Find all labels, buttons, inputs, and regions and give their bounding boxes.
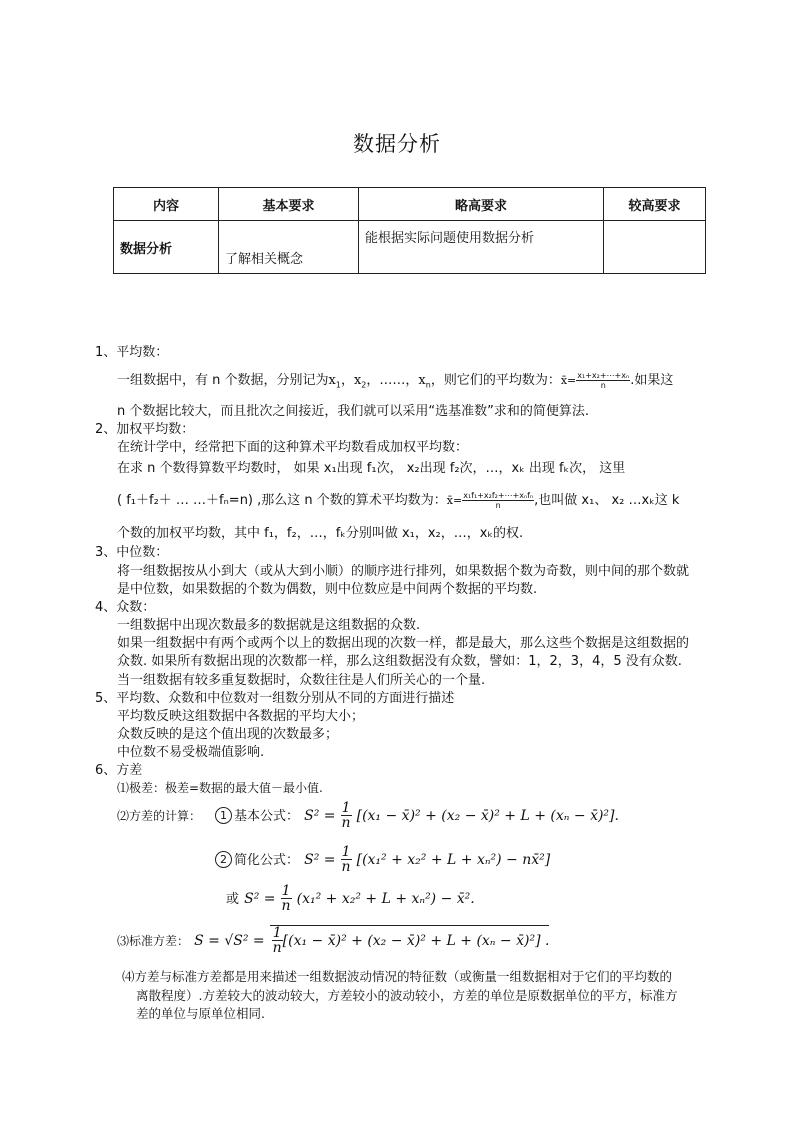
frac-n: n	[281, 898, 291, 914]
frac-one: 1	[341, 844, 351, 860]
std-formula-rhs: [(x₁ − x̄)² + (x₂ − x̄)² + L + (xₙ − x̄)²] .	[282, 933, 550, 949]
section-4-line-2: 如果一组数据中有两个或两个以上的数据出现的次数一样，都是最大，那么这些个数据是这组数据的	[117, 636, 690, 651]
simplified-formula-rhs: [(x₁² + x₂² + L + xₙ²) − nx̄²]	[356, 852, 551, 868]
s2-text-a: ( f₁＋f₂＋ … …＋fₙ=n) ,那么这 n 个数的算术平均数为：	[117, 493, 447, 508]
s1-dots: ，……，	[366, 373, 419, 388]
frac-n: n	[272, 940, 282, 956]
s1-subn: n	[425, 380, 431, 390]
frac-one: 1	[341, 800, 351, 816]
circled-number-2: 2	[215, 851, 232, 868]
basic-formula-row	[215, 801, 619, 830]
header-advanced: 略高要求	[359, 188, 604, 221]
section-2-line-1: 在统计学中，经常把下面的这种算术平均数看成加权平均数：	[117, 440, 469, 455]
section-3-heading: 3、中位数：	[95, 545, 169, 560]
header-content: 内容	[114, 188, 219, 221]
s2-frac-den: n	[495, 501, 501, 510]
or-label: 或	[226, 892, 240, 907]
s1-frac-den: n	[600, 381, 606, 390]
alt-formula-lhs: S² =	[244, 891, 276, 907]
s1-x1: x	[328, 373, 336, 388]
s2-xbar: x̄=	[446, 494, 463, 507]
s1-text-a: 一组数据中，有 n 个数据，分别记为	[117, 373, 329, 388]
section-2-heading: 2、加权平均数：	[95, 422, 195, 437]
std-formula-fraction	[272, 926, 283, 955]
requirements-table	[113, 187, 706, 274]
std-formula-lhs: S = √S² =	[194, 933, 265, 949]
cell-higher	[604, 221, 706, 274]
simplified-formula-fraction	[341, 845, 352, 874]
s2-weighted-fraction	[462, 491, 534, 510]
section-4-line-4: 当一组数据有较多重复数据时，众数往往是人们所关心的一个量.	[117, 673, 486, 688]
header-basic: 基本要求	[219, 188, 359, 221]
variance-note-line-1: ⑷方差与标准方差都是用来描述一组数据波动情况的特征数（或衡量一组数据相对于它们的平均数的	[122, 969, 673, 984]
section-2-line-2: 在求 n 个数得算数平均数时， 如果 x₁出现 f₁次， x₂出现 f₂次，…，xₖ 出现 fₖ次， 这里	[117, 461, 626, 476]
s1-text-b: ，则它们的平均数为：	[430, 373, 561, 388]
s1-sub2: 2	[361, 380, 367, 390]
section-3-line-2: 是中位数，如果数据的个数为偶数，则中位数应是中间两个数据的平均数.	[117, 582, 538, 597]
section-5-line-1: 平均数反映这组数据中各数据的平均大小；	[117, 709, 365, 724]
frac-one: 1	[281, 883, 291, 899]
page-title: 数据分析	[353, 132, 441, 156]
section-3-line-1: 将一组数据按从小到大（或从大到小顺）的顺序进行排列，如果数据个数为奇数，则中间的那个数就	[117, 564, 690, 579]
std-deviation-row	[117, 925, 549, 955]
basic-formula-lhs: S² =	[304, 808, 336, 824]
circled-number-1: 1	[215, 807, 232, 824]
table-header-row	[114, 188, 706, 221]
basic-formula-fraction	[341, 801, 352, 830]
alt-formula-fraction	[281, 884, 292, 913]
alt-formula-row	[226, 884, 475, 913]
section-6-heading: 6、方差	[95, 763, 143, 778]
std-deviation-label: ⑶标准方差：	[117, 934, 190, 948]
section-2-line-4: 个数的加权平均数，其中 f₁，f₂，…，fₖ分别叫做 x₁，x₂，…，xₖ的权.	[117, 526, 524, 541]
range-definition: ⑴极差：极差=数据的最大值－最小值.	[117, 781, 323, 795]
variance-note-line-3: 差的单位与原单位相同.	[136, 1006, 265, 1021]
section-4-line-1: 一组数据中出现次数最多的数据就是这组数据的众数.	[117, 618, 421, 633]
s1-sub1: 1	[335, 380, 341, 390]
simplified-formula-row	[215, 845, 550, 874]
basic-formula-rhs: [(x₁ − x̄)² + (x₂ − x̄)² + L + (xₙ − x̄)²].	[356, 808, 619, 824]
frac-n: n	[341, 815, 351, 831]
s1-mean-fraction	[576, 371, 630, 390]
s2-frac-num: x₁f₁+x₂f₂+⋯+xₙfₙ	[463, 491, 534, 500]
alt-formula-rhs: (x₁² + x₂² + L + xₙ²) − x̄².	[296, 891, 475, 907]
cell-content: 数据分析	[114, 221, 219, 274]
frac-n: n	[341, 859, 351, 875]
section-1-heading: 1、平均数：	[95, 345, 169, 360]
section-1-line-2: n 个数据比较大，而且批次之间接近，我们就可以采用“选基准数”求和的简便算法.	[117, 404, 589, 419]
s1-xn: x	[418, 373, 426, 388]
section-5-line-2: 众数反映的是这个值出现的次数最多；	[117, 727, 339, 742]
section-2-line-3	[117, 491, 679, 510]
s1-text-c: .如果这	[630, 373, 674, 388]
section-1-line-1	[117, 371, 673, 395]
s2-text-b: ,也叫做 x₁、 x₂ …xₖ这 k	[534, 493, 680, 508]
simplified-formula-lhs: S² =	[304, 852, 336, 868]
section-4-line-3: 众数. 如果所有数据出现的次数都一样，那么这组数据没有众数，譬如：1，2，3，4，5 没有众数.	[117, 654, 682, 669]
s1-x2: ，x	[340, 373, 362, 388]
variance-calc-label: ⑵方差的计算：	[117, 809, 202, 823]
basic-formula-label: 基本公式：	[234, 809, 300, 824]
table-row	[114, 221, 706, 274]
simplified-formula-label: 简化公式：	[234, 853, 300, 868]
section-5-line-3: 中位数不易受极端值影响.	[117, 745, 265, 760]
variance-note-line-2: 离散程度）.方差较大的波动较大，方差较小的波动较小，方差的单位是原数据单位的平方，标准方	[136, 988, 678, 1003]
s1-xbar: x̄=	[560, 374, 577, 387]
cell-basic: 了解相关概念	[219, 221, 359, 274]
header-higher: 较高要求	[604, 188, 706, 221]
s1-frac-num: x₁+x₂+⋯+xₙ	[577, 371, 630, 380]
cell-advanced: 能根据实际问题使用数据分析	[359, 221, 604, 274]
section-5-heading: 5、平均数、众数和中位数对一组数分别从不同的方面进行描述	[95, 691, 455, 706]
std-formula-radical	[270, 925, 550, 955]
frac-one: 1	[272, 925, 282, 941]
section-4-heading: 4、众数：	[95, 600, 156, 615]
